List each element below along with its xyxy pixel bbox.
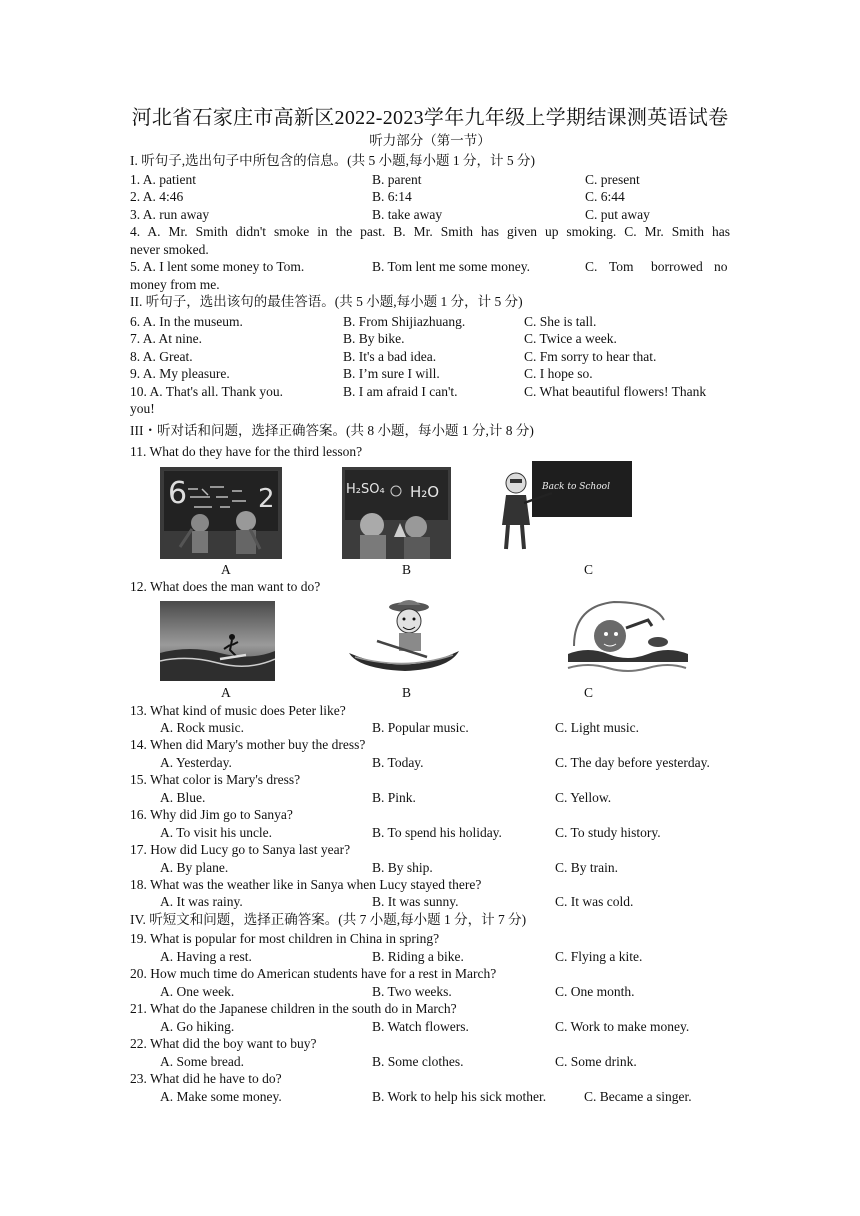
q12-picture-b-boating bbox=[347, 597, 461, 683]
q2-option-a: 2. A. 4:46 bbox=[130, 189, 184, 204]
q21-option-b: B. Watch flowers. bbox=[372, 1019, 469, 1034]
q9-option-c: C. I hope so. bbox=[524, 366, 593, 381]
svg-text:2: 2 bbox=[258, 484, 275, 514]
q11-label-b: B bbox=[402, 562, 412, 577]
q19-option-b: B. Riding a bike. bbox=[372, 949, 464, 964]
q22-option-c: C. Some drink. bbox=[555, 1054, 637, 1069]
q10-option-b: B. I am afraid I can't. bbox=[343, 384, 458, 399]
q8-option-b: B. It's a bad idea. bbox=[343, 349, 437, 364]
q11-question: 11. What do they have for the third lesson? bbox=[130, 444, 363, 459]
section-1-heading: I. 听句子,选出句子中所包含的信息。(共 5 小题,每小题 1 分，计 5 分) bbox=[130, 153, 535, 168]
q20-option-a: A. One week. bbox=[160, 984, 235, 999]
q21-option-a: A. Go hiking. bbox=[160, 1019, 235, 1034]
q18-option-b: B. It was sunny. bbox=[372, 894, 459, 909]
q22-question: 22. What did the boy want to buy? bbox=[130, 1036, 317, 1051]
q3-option-b: B. take away bbox=[372, 207, 443, 222]
q6-option-b: B. From Shijiazhuang. bbox=[343, 314, 466, 329]
q16-option-c: C. To study history. bbox=[555, 825, 661, 840]
q5-option-b: B. Tom lent me some money. bbox=[372, 259, 531, 274]
q6-option-a: 6. A. In the museum. bbox=[130, 314, 243, 329]
q2-option-b: B. 6:14 bbox=[372, 189, 412, 204]
section-2-heading: II. 听句子，选出该句的最佳答语。(共 5 小题,每小题 1 分，计 5 分) bbox=[130, 294, 523, 309]
q15-option-a: A. Blue. bbox=[160, 790, 206, 805]
q3-option-c: C. put away bbox=[585, 207, 650, 222]
q12-picture-a-surfing bbox=[160, 601, 275, 681]
q10-option-c: C. What beautiful flowers! Thank bbox=[524, 384, 707, 399]
q10-option-a: 10. A. That's all. Thank you. bbox=[130, 384, 284, 399]
q18-option-c: C. It was cold. bbox=[555, 894, 634, 909]
q17-option-a: A. By plane. bbox=[160, 860, 229, 875]
q14-option-a: A. Yesterday. bbox=[160, 755, 232, 770]
q5-line-2: money from me. bbox=[130, 277, 220, 292]
q11-pic-b-formula-1: H₂SO₄ bbox=[346, 482, 385, 497]
q22-option-a: A. Some bread. bbox=[160, 1054, 244, 1069]
q11-label-c: C bbox=[584, 562, 594, 577]
q13-option-b: B. Popular music. bbox=[372, 720, 469, 735]
q8-option-a: 8. A. Great. bbox=[130, 349, 193, 364]
q12-question: 12. What does the man want to do? bbox=[130, 579, 321, 594]
q21-option-c: C. Work to make money. bbox=[555, 1019, 690, 1034]
q8-option-c: C. Fm sorry to hear that. bbox=[524, 349, 657, 364]
q11-label-a: A bbox=[221, 562, 231, 577]
q17-option-b: B. By ship. bbox=[372, 860, 433, 875]
q12-label-c: C bbox=[584, 685, 594, 700]
q9-option-b: B. I’m sure I will. bbox=[343, 366, 440, 381]
q18-option-a: A. It was rainy. bbox=[160, 894, 243, 909]
q21-question: 21. What do the Japanese children in the south do in March? bbox=[130, 1001, 457, 1016]
q5-option-c-word-1: Tom bbox=[609, 259, 634, 274]
q14-question: 14. When did Mary's mother buy the dress? bbox=[130, 737, 366, 752]
q20-option-c: C. One month. bbox=[555, 984, 635, 999]
q20-option-b: B. Two weeks. bbox=[372, 984, 452, 999]
q11-pic-c-board-text: Back to School bbox=[542, 482, 610, 492]
q13-question: 13. What kind of music does Peter like? bbox=[130, 703, 346, 718]
q6-option-c: C. She is tall. bbox=[524, 314, 597, 329]
q22-option-b: B. Some clothes. bbox=[372, 1054, 464, 1069]
q5-option-c-letter: C. bbox=[585, 259, 598, 274]
q11-picture-c-teacher bbox=[492, 459, 634, 557]
q16-question: 16. Why did Jim go to Sanya? bbox=[130, 807, 293, 822]
q15-option-c: C. Yellow. bbox=[555, 790, 612, 805]
q19-option-a: A. Having a rest. bbox=[160, 949, 252, 964]
q16-option-a: A. To visit his uncle. bbox=[160, 825, 273, 840]
q19-option-c: C. Flying a kite. bbox=[555, 949, 643, 964]
q7-option-a: 7. A. At nine. bbox=[130, 331, 203, 346]
q9-option-a: 9. A. My pleasure. bbox=[130, 366, 230, 381]
q5-option-c-word-2: borrowed bbox=[651, 259, 703, 274]
q4-line-2: never smoked. bbox=[130, 242, 209, 257]
q5-option-a: 5. A. I lent some money to Tom. bbox=[130, 259, 305, 274]
q13-option-c: C. Light music. bbox=[555, 720, 639, 735]
q14-option-b: B. Today. bbox=[372, 755, 424, 770]
q7-option-c: C. Twice a week. bbox=[524, 331, 617, 346]
q11-picture-b-chemistry bbox=[342, 467, 451, 559]
q18-question: 18. What was the weather like in Sanya when Lucy stayed there? bbox=[130, 877, 482, 892]
q20-question: 20. How much time do American students have for a rest in March? bbox=[130, 966, 497, 981]
q10-line-2: you! bbox=[130, 401, 155, 416]
q7-option-b: B. By bike. bbox=[343, 331, 405, 346]
q15-question: 15. What color is Mary's dress? bbox=[130, 772, 301, 787]
q5-option-c-word-3: no bbox=[714, 259, 728, 274]
q3-option-a: 3. A. run away bbox=[130, 207, 210, 222]
q23-option-a: A. Make some money. bbox=[160, 1089, 282, 1104]
q19-question: 19. What is popular for most children in China in spring? bbox=[130, 931, 440, 946]
q1-option-a: 1. A. patient bbox=[130, 172, 196, 187]
q11-picture-a-blackboard bbox=[160, 467, 282, 559]
q23-question: 23. What did he have to do? bbox=[130, 1071, 282, 1086]
section-3-heading: III・听对话和问题，选择正确答案。(共 8 小题，每小题 1 分,计 8 分) bbox=[130, 423, 534, 438]
q17-question: 17. How did Lucy go to Sanya last year? bbox=[130, 842, 351, 857]
q1-option-c: C. present bbox=[585, 172, 640, 187]
q2-option-c: C. 6:44 bbox=[585, 189, 625, 204]
q4-line-1: 4. A. Mr. Smith didn't smoke in the past. B. Mr. Smith has given up smoking. C. Mr. Smith has bbox=[130, 224, 730, 239]
q14-option-c: C. The day before yesterday. bbox=[555, 755, 710, 770]
page-subtitle: 听力部分（第一节） bbox=[369, 133, 491, 148]
page-title: 河北省石家庄市高新区2022-2023学年九年级上学期结课测英语试卷 bbox=[131, 107, 729, 129]
q15-option-b: B. Pink. bbox=[372, 790, 416, 805]
svg-text:6: 6 bbox=[168, 476, 188, 511]
q23-option-b: B. Work to help his sick mother. bbox=[372, 1089, 547, 1104]
section-4-heading: IV. 听短文和问题，选择正确答案。(共 7 小题,每小题 1 分，计 7 分) bbox=[130, 912, 527, 927]
q17-option-c: C. By train. bbox=[555, 860, 618, 875]
q16-option-b: B. To spend his holiday. bbox=[372, 825, 502, 840]
q13-option-a: A. Rock music. bbox=[160, 720, 244, 735]
q12-label-b: B bbox=[402, 685, 412, 700]
q12-label-a: A bbox=[221, 685, 231, 700]
q23-option-c: C. Became a singer. bbox=[584, 1089, 692, 1104]
q12-picture-c-swimming bbox=[564, 598, 689, 682]
q1-option-b: B. parent bbox=[372, 172, 422, 187]
q11-pic-b-formula-2: H₂O bbox=[410, 483, 440, 501]
